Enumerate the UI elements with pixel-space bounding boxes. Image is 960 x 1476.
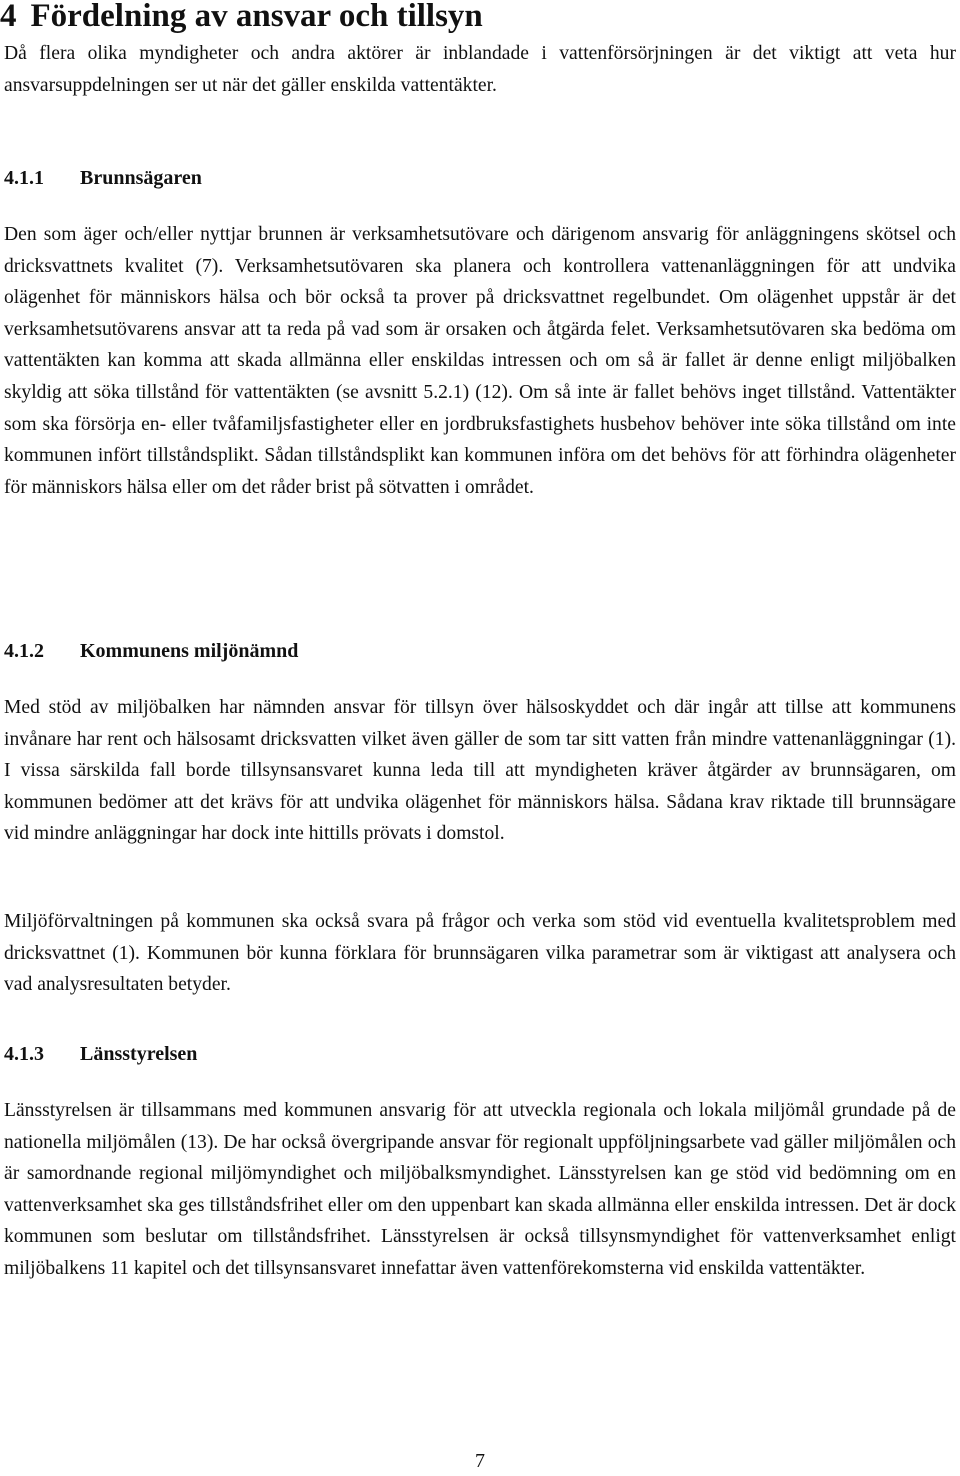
section-number: 4.1.1 — [4, 167, 44, 189]
section-heading-brunnsagaren — [4, 164, 202, 192]
intro-paragraph: Då flera olika myndigheter och andra aktörer är inblandade i vattenförsörjningen är det viktigt att veta hur ansvarsuppdelningen ser ut när det gäller enskilda vattentäkter. — [4, 43, 956, 96]
paragraph-kommunens-miljonamnd-2: Miljöförvaltningen på kommunen ska också svara på frågor och verka som stöd vid eventuella kvalitetsproblem med dricksvattnet (1). Kommunen bör kunna förklara för brunnsägaren vilka parametrar som är viktigast att analysera och vad analysresultaten betyder. — [4, 911, 956, 996]
section-heading-kommunens-miljonamnd — [4, 637, 298, 665]
paragraph-lansstyrelsen: Länsstyrelsen är tillsammans med kommunen ansvarig för att utveckla regionala och lokala miljömål grundade på de nationella miljömålen (13). De har också övergripande ansvar för regionalt uppföljningsarbete vad gäller miljömålen och är samordnande regional miljömyndighet och miljöbalksmyndighet. Länsstyrelsen kan ge stöd vid bedömning om en vattenverksamhet ska ges tillståndsfrihet eller om den uppenbart kan skada allmänna eller enskilda intressen. Det är dock kommunen som beslutar om tillståndsfrihet. Länsstyrelsen är också tillsynsmyndighet för vattenverksamhet enligt miljöbalkens 11 kapitel och det tillsynsansvaret innefattar även vattenförekomsterna vid enskilda vattentäkter. — [4, 1100, 956, 1279]
section-title: Kommunens miljönämnd — [80, 640, 299, 662]
paragraph-brunnsagaren: Den som äger och/eller nyttjar brunnen är verksamhetsutövare och därigenom ansvarig för anläggningens skötsel och dricksvattnets kvalitet (7). Verksamhetsutövaren ska planera och kontrollera vattenanläggningen för att undvika olägenhet för människors hälsa och bör också ta prover på dricksvattnet regelbundet. Om olägenhet uppstår är det verksamhetsutövarens ansvar att ta reda på vad som är orsaken och åtgärda felet. Verksamhetsutövaren ska bedöma om vattentäkten kan komma att skada allmänna eller enskildas intressen och om så är fallet är denne enligt miljöbalken skyldig att söka tillstånd för vattentäkten (se avsnitt 5.2.1) (12). Om så inte är fallet behövs inget tillstånd. Vattentäkter som ska försörja en- eller tvåfamiljsfastigheter eller en jordbruksfastighets husbehov behöver inte söka tillstånd om inte kommunen infört tillståndsplikt. Sådan tillståndsplikt kan kommunen införa om det behövs för att förhindra olägenheter för människors hälsa eller om det råder brist på sötvatten i området. — [4, 224, 956, 498]
chapter-title — [0, 0, 483, 36]
section-title: Brunnsägaren — [80, 167, 202, 189]
page-number: 7 — [475, 1450, 485, 1472]
section-title: Länsstyrelsen — [80, 1043, 198, 1065]
section-heading-lansstyrelsen — [4, 1040, 197, 1068]
section-number: 4.1.2 — [4, 640, 44, 662]
paragraph-kommunens-miljonamnd-1: Med stöd av miljöbalken har nämnden ansvar för tillsyn över hälsoskyddet och där ingår att tillse att kommunens invånare har rent och hälsosamt dricksvatten vilket även gäller de som tar sitt vatten från mindre vattenanläggningar (1). I vissa särskilda fall borde tillsynsansvaret kunna leda till att myndigheten kräver åtgärder av brunnsägaren, om kommunen bedömer att det krävs för att undvika olägenhet för människors hälsa. Sådana krav riktade till brunnsägare vid mindre anläggningar har dock inte hittills prövats i domstol. — [4, 697, 956, 845]
section-number: 4.1.3 — [4, 1043, 44, 1065]
chapter-title-text: Fördelning av ansvar och tillsyn — [30, 0, 483, 34]
chapter-number: 4 — [0, 0, 17, 34]
